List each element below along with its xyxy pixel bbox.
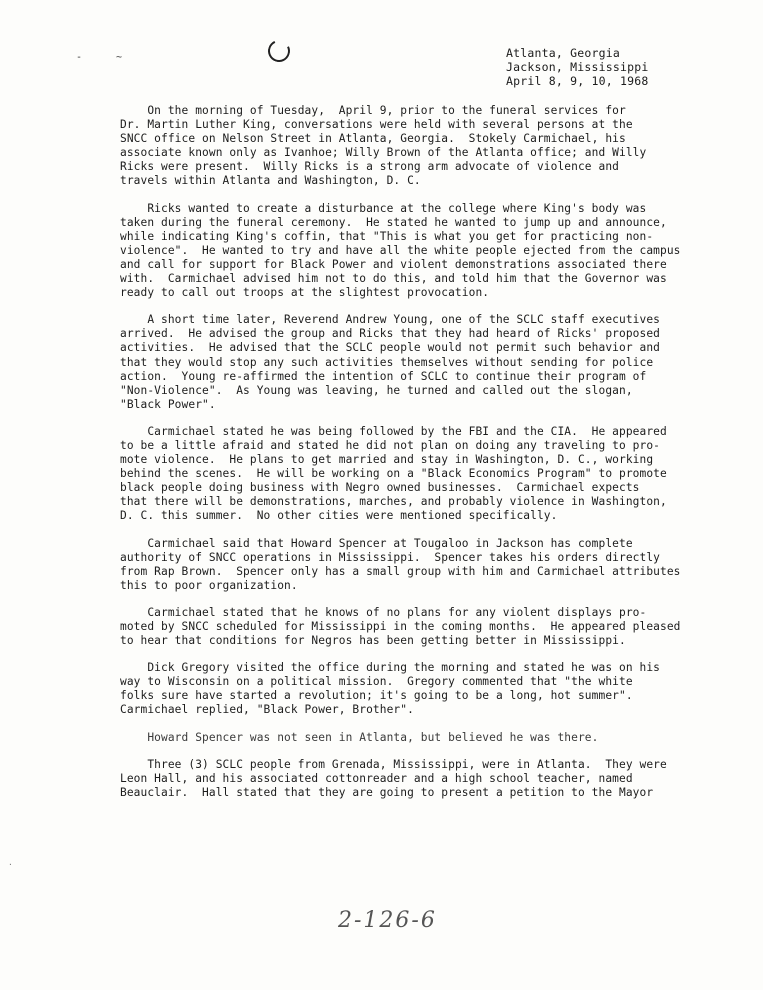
- header-dates: April 8, 9, 10, 1968: [506, 74, 649, 88]
- margin-mark: ~: [116, 52, 123, 63]
- margin-mark: -: [76, 52, 83, 63]
- margin-mark: .: [8, 858, 13, 867]
- paragraph: Carmichael said that Howard Spencer at Tougaloo in Jackson has complete authority of SNCC operations in Mississippi. Spencer takes his orders directly from Rap Brown. Spencer only has a small group with him and Carmichael attributes this to poor organization.: [120, 536, 681, 592]
- paragraph: Three (3) SCLC people from Grenada, Mississippi, were in Atlanta. They were Leon Hall, and his associated cottonreader and a high school teacher, named Beauclair. Hall stated that they are going to present a petition to the Mayor: [120, 757, 667, 799]
- header-location-2: Jackson, Mississippi: [506, 60, 649, 74]
- paragraph: Carmichael stated he was being followed by the FBI and the CIA. He appeared to be a little afraid and stated he did not plan on doing any traveling to pro- mote violence. He plans to get married and stay in Washington, D. C., working behind the scenes. He will be working on a "Black Economics Program" to promote black people doing business with Negro owned businesses. Carmichael expects that there will be demonstrations, marches, and probably violence in Washington, D. C. this summer. No other cities were mentioned specifically.: [120, 424, 667, 523]
- handwritten-file-number: 2-126-6: [338, 908, 437, 933]
- paragraph: A short time later, Reverend Andrew Young, one of the SCLC staff executives arrived. He advised the group and Ricks that they had heard of Ricks' proposed activities. He advised that the SCLC people would not permit such behavior and that they would stop any such activities themselves without sending for police action. Young re-affirmed the intention of SCLC to continue their program of "Non-Violence". As Young was leaving, he turned and called out the slogan, "Black Power".: [120, 313, 661, 411]
- paragraph: On the morning of Tuesday, April 9, prior to the funeral services for Dr. Martin Luther King, conversations were held with several persons at the SNCC office on Nelson Street in Atlanta, Georgia. Stokely Carmichael, his associate known only as Ivanhoe; Willy Brown of the Atlanta office; and Willy Ricks were present. Willy Ricks is a strong arm advocate of violence and travels within Atlanta and Washington, D. C.: [120, 104, 647, 188]
- document-body: [120, 104, 700, 813]
- paragraph: Dick Gregory visited the office during the morning and stated he was on his way to Wisconsin on a political mission. Gregory commented that "the white folks sure have started a revolution; it's going to be a long, hot summer". Carmichael replied, "Black Power, Brother".: [120, 661, 661, 717]
- punch-hole-mark: [265, 37, 293, 65]
- document-header: [506, 46, 648, 88]
- paragraph: Howard Spencer was not seen in Atlanta, but believed he was there.: [120, 730, 599, 744]
- paragraph: Carmichael stated that he knows of no plans for any violent displays pro- moted by SNCC scheduled for Mississippi in the coming months. He appeared pleased to hear that conditions for Negros has been getting better in Mississippi.: [120, 605, 681, 648]
- header-location-1: Atlanta, Georgia: [506, 46, 620, 60]
- paragraph: Ricks wanted to create a disturbance at the college where King's body was taken during the funeral ceremony. He stated he wanted to jump up and announce, while indicating King's coffin, that "This is what you get for practicing non- violence". He wanted to try and have all the white people ejected from the campus and call for support for Black Power and violent demonstrations associated there with. Carmichael advised him not to do this, and told him that the Governor was ready to call out troops at the slightest provocation.: [120, 201, 681, 300]
